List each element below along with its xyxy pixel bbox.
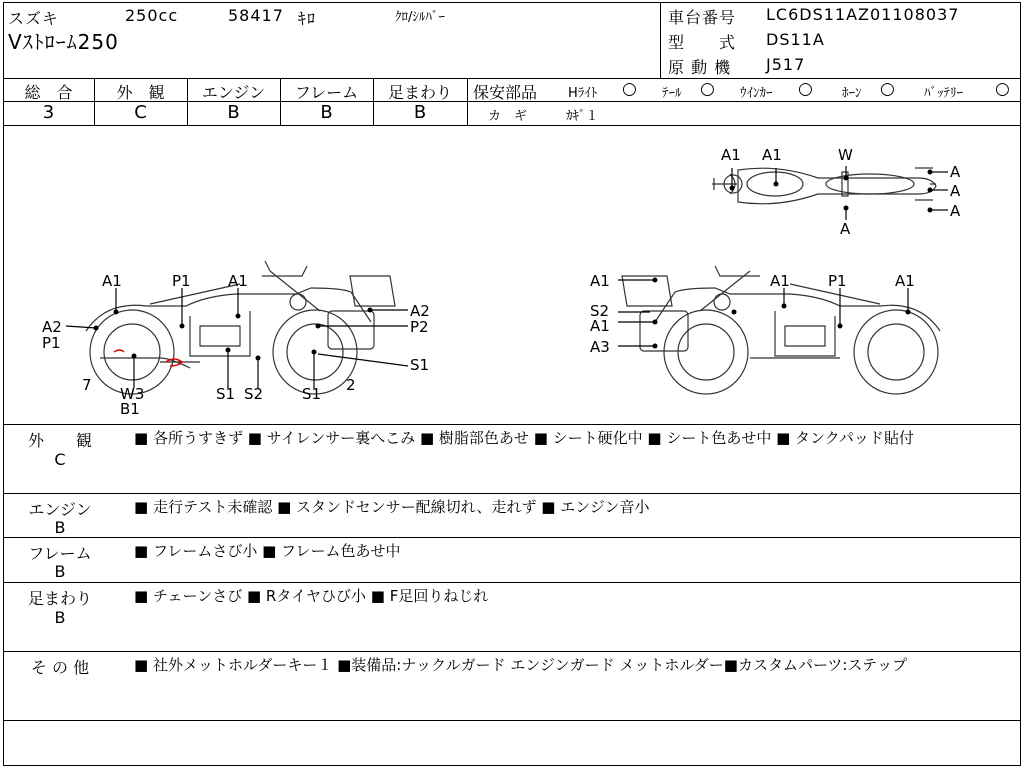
note-grade-suspension: B (54, 608, 66, 627)
diagram-label: P1 (828, 272, 847, 290)
bike-top-view (712, 168, 936, 204)
note-text-other: ■ 社外メットホルダーキー１ ■装備品:ナックルガード エンジンガード メットホルダー■カスタムパーツ:ステップ (134, 656, 908, 674)
diagram-label: 2 (346, 376, 356, 394)
grade-value-frame: B (320, 102, 333, 123)
safety-item-horn: ﾎｰﾝ (842, 86, 862, 101)
diagram-label: P1 (172, 272, 191, 290)
model-name: Vｽﾄﾛｰﾑ250 (8, 30, 119, 54)
grade-label-exterior: 外 観 (116, 83, 165, 102)
safety-item-winker: ｳｲﾝｶｰ (740, 86, 773, 101)
diagram-label: A1 (590, 272, 610, 290)
diagram-label: 7 (82, 376, 92, 394)
color: ｸﾛ/ｼﾙﾊﾞｰ (395, 10, 445, 25)
diagram-labels (42, 146, 961, 418)
safety-item-battery: ﾊﾞｯﾃﾘｰ (924, 86, 963, 101)
diagram-label: A1 (762, 146, 782, 164)
diagram-label: A1 (721, 146, 741, 164)
safety-mark-headlight: ○ (622, 79, 637, 99)
grade-label-engine: エンジン (201, 83, 266, 102)
frame-no-label: 車台番号 (668, 8, 737, 27)
diagram-label: S2 (244, 385, 264, 403)
type-value: DS11A (766, 30, 825, 49)
mileage: 58417 (228, 6, 284, 25)
diagram-label: P2 (410, 318, 429, 336)
diagram-label: A (950, 182, 961, 200)
note-label-other: そ の 他 (30, 658, 90, 677)
diagram-label: A2 (42, 318, 62, 336)
grade-label-frame: フレーム (294, 83, 359, 102)
grade-label-overall: 総 合 (24, 83, 73, 102)
note-label-engine: エンジン (28, 500, 92, 519)
diagram-label: W (838, 146, 853, 164)
diagram-label: A3 (590, 338, 610, 356)
note-label-exterior: 外 観 (27, 431, 92, 450)
key-label: カ ギ (488, 109, 528, 124)
note-text-suspension: ■ チェーンさび ■ Rタイヤひび小 ■ F足回りねじれ (134, 587, 489, 605)
rule-note-4 (3, 651, 1021, 652)
diagram-label: A (950, 163, 961, 181)
safety-mark-tail: ○ (700, 79, 715, 99)
damage-diagram (0, 126, 1024, 426)
frame-no-value: LC6DS11AZ01108037 (766, 5, 960, 24)
diagram-label: S1 (302, 385, 322, 403)
diagram-label: B1 (120, 400, 140, 418)
header-divider (660, 2, 661, 78)
engine-label: 原 動 機 (668, 58, 732, 77)
note-text-exterior: ■ 各所うすきず ■ サイレンサー裏へこみ ■ 樹脂部色あせ ■ シート硬化中 ■ シート色あせ中 ■ タンクパッド貼付 (134, 429, 914, 447)
note-text-frame: ■ フレームさび小 ■ フレーム色あせ中 (134, 542, 401, 560)
rule-header-bottom (3, 78, 1021, 79)
note-label-suspension: 足まわり (27, 589, 92, 608)
type-label: 型 式 (668, 33, 737, 52)
diagram-label: A1 (590, 317, 610, 335)
note-grade-frame: B (54, 562, 66, 581)
safety-title: 保安部品 (473, 83, 538, 102)
diagram-label: A (950, 202, 961, 220)
rule-safety-mid (467, 101, 1021, 102)
diagram-label: A1 (770, 272, 790, 290)
rule-note-3 (3, 582, 1021, 583)
note-grade-engine: B (54, 518, 66, 537)
grade-col-5 (467, 78, 468, 125)
diagram-label: W3 (120, 385, 145, 403)
annotation-markers (66, 166, 948, 388)
diagram-label: A1 (102, 272, 122, 290)
diagram-label: S1 (216, 385, 236, 403)
displacement: 250cc (125, 6, 179, 25)
diagram-label: A2 (410, 302, 430, 320)
engine-value: J517 (766, 55, 806, 74)
diagram-label: A1 (228, 272, 248, 290)
grade-label-suspension: 足まわり (387, 83, 452, 102)
safety-mark-battery: ○ (995, 79, 1010, 99)
diagram-label: S1 (410, 356, 430, 374)
note-label-frame: フレーム (28, 544, 92, 563)
maker: スズキ (8, 9, 60, 28)
rule-note-1 (3, 493, 1021, 494)
grade-value-overall: 3 (42, 102, 55, 123)
diagram-label: P1 (42, 334, 61, 352)
rule-note-5 (3, 720, 1021, 721)
diagram-label: A (840, 220, 851, 238)
safety-mark-winker: ○ (798, 79, 813, 99)
safety-mark-horn: ○ (880, 79, 895, 99)
diagram-label: A1 (895, 272, 915, 290)
grade-value-suspension: B (413, 102, 427, 123)
note-grade-exterior: C (54, 450, 66, 469)
safety-item-tail: ﾃｰﾙ (662, 86, 682, 101)
diagram-label: S2 (590, 302, 610, 320)
rule-note-2 (3, 537, 1021, 538)
key-value: ｶｷﾞ１ (566, 109, 599, 124)
note-text-engine: ■ 走行テスト未確認 ■ スタンドセンサー配線切れ、走れず ■ エンジン音小 (134, 498, 650, 516)
safety-item-headlight: Hﾗｲﾄ (568, 86, 598, 101)
grade-value-engine: B (227, 102, 240, 123)
mileage-unit: ｷﾛ (298, 9, 317, 28)
grade-value-exterior: C (134, 102, 147, 123)
